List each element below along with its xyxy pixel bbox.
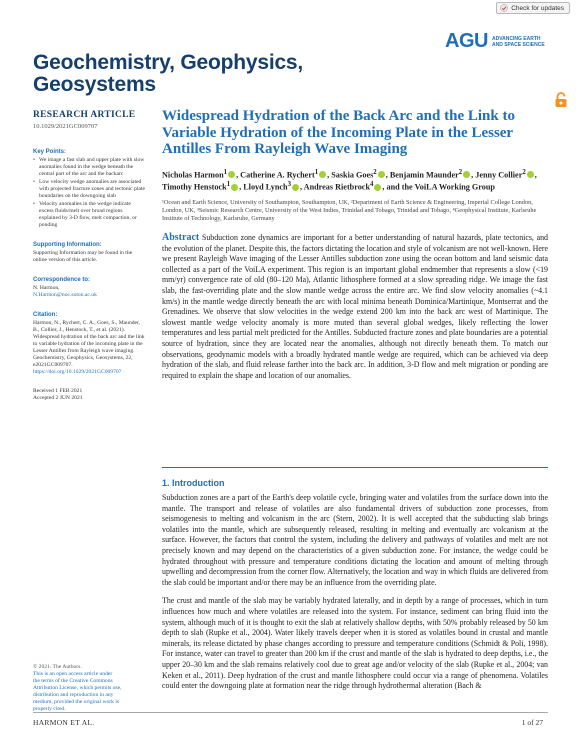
license-line[interactable]: medium, provided the original work is xyxy=(33,699,120,705)
agu-logo-mark: AGU xyxy=(445,30,488,52)
section-heading-introduction: 1. Introduction xyxy=(162,478,225,488)
license-line[interactable]: Attribution License, which permits use, xyxy=(33,685,122,691)
key-points-list xyxy=(33,157,145,229)
orcid-icon[interactable] xyxy=(463,171,470,178)
abstract-text: Subduction zone dynamics are important for a better understanding of natural hazards, plate tectonics, and the evolution of the planet. Despite this, the factors dictating the location and style of volcanism are not well-known. Here we present Rayleigh Wave imaging of the Lesser Antilles subduction zone using the ocean bottom and land seismic data collected as a part of the VoiLA experiment. This region is an important global endmember that represents a slow (<19 mm/yr) convergence rate of old (80–120 Ma), Atlantic lithosphere formed at a slow spreading ridge. We image the fast slab, the fast-overriding plate and the slow mantle wedge across the entire arc. We find slow velocity anomalies (~4.1 km/s) in the mantle wedge directly beneath the arc with local minima beneath Dominica/Martinique, Montserrat and the Grenadines. We observe that slow velocities in the wedge extend 200 km into the back arc west of Martinique. The slowest mantle wedge velocity anomaly is more muted than several global wedges, likely reflecting the lower temperatures and less partial melt predicted for the Antilles. Subducted fracture zones and plate boundaries are a potential source of hydration, since they are located near the anomalies, although not directly beneath them. To match our observations, geodynamic models with a broadly hydrated mantle wedge are required, which can be achieved via deep hydration of the slab, and fluid release farther into the back arc. In addition, 3-D flow and melt migration or ponding are required to explain the shape and location of our anomalies. xyxy=(162,232,548,380)
citation-doi-link[interactable]: https://doi.org/10.1029/2021GC009707 xyxy=(33,369,122,375)
agu-logo-tagline: ADVANCING EARTH AND SPACE SCIENCE xyxy=(492,35,545,48)
key-point: • Velocity anomalies in the wedge indicate excess fluids/melt over broad regions explained by 3-D flow, melt compaction, or ponding xyxy=(33,201,145,229)
article-doi[interactable]: 10.1029/2021GC009707 xyxy=(33,123,98,130)
footer-divider xyxy=(33,712,548,713)
correspondence-heading: Correspondence to: xyxy=(33,277,91,283)
author-affil: 1 xyxy=(314,168,319,176)
check-for-updates-button[interactable] xyxy=(496,2,570,14)
orcid-icon[interactable] xyxy=(231,184,238,191)
correspondence-name: N. Harmon, xyxy=(33,285,60,291)
paper-title: Widespread Hydration of the Back Arc and the Link to Variable Hydration of the Incoming Plate in the Lesser Antilles From Rayleigh Wave Imaging xyxy=(162,108,515,157)
author-name[interactable]: Lloyd Lynch xyxy=(243,182,288,192)
check-updates-label: Check for updates xyxy=(511,4,564,12)
author-name[interactable]: Jenny Collier xyxy=(475,170,523,180)
update-check-icon xyxy=(500,4,508,12)
license-line[interactable]: This is an open access article under xyxy=(33,671,113,677)
key-point: • Low velocity wedge anomalies are associated with projected fracture zones and tectonic plate boundaries on the downgoing slab xyxy=(33,179,145,200)
page-number: 1 of 27 xyxy=(521,718,543,727)
author-name[interactable]: Catherine A. Rychert xyxy=(240,170,315,180)
author-affil: 1 xyxy=(223,168,228,176)
author-affil: 2 xyxy=(458,168,463,176)
received-date: Received 1 FEB 2021 xyxy=(33,388,83,394)
introduction-paragraph: Subduction zones are a part of the Earth's deep volatile cycle, bringing water and volatiles from the surface down into the mantle. The transport and release of volatiles are also fundamental drivers of subduction zone processes, from seismogenesis to melting and volcanism in the arc (Stern, 2002). It is well accepted that the subducting slab brings volatiles into the mantle, which are subsequently released, resulting in melting and eventually arc volcanism at the surface. However, the factors that control the system, including the delivery and pathways of volatiles and melt are not precisely known and may depend on the characteristics of a given subduction zone. For instance, the wedge could be hydrated throughout with pressure and temperature conditions dictating the location and amount of melting through upwelling and decompression from the corner flow. Alternatively, the location and way in which fluids are delivered from the slab could be important and/or there may be an influence from the overriding plate. xyxy=(162,493,548,587)
key-point: • We image a fast slab and upper plate with slow anomalies found in the wedge beneath the central part of the arc and the backarc xyxy=(33,157,145,178)
author-name[interactable]: Benjamin Maunder xyxy=(389,170,459,180)
author-list-tail: and the VoiLA Working Group xyxy=(386,182,495,192)
introduction-body xyxy=(162,493,548,692)
orcid-icon[interactable] xyxy=(378,171,385,178)
accepted-date: Accepted 2 JUN 2021 xyxy=(33,395,83,401)
license-notice xyxy=(33,664,145,713)
journal-title-line2: Geosystems xyxy=(33,73,156,96)
license-line: © 2021. The Authors. xyxy=(33,664,82,670)
abstract xyxy=(162,233,548,381)
left-sidebar xyxy=(33,110,145,402)
citation-heading: Citation: xyxy=(33,312,58,318)
abstract-label: Abstract xyxy=(162,231,200,243)
orcid-icon[interactable] xyxy=(292,184,299,191)
license-line[interactable]: properly cited. xyxy=(33,706,66,712)
key-points-heading: Key Points: xyxy=(33,149,67,155)
author-affil: 2 xyxy=(373,168,377,176)
license-line[interactable]: distribution and reproduction in any xyxy=(33,692,114,698)
orcid-icon[interactable] xyxy=(374,184,381,191)
main-column xyxy=(162,108,548,381)
agu-logo[interactable] xyxy=(445,30,550,53)
article-type: RESEARCH ARTICLE xyxy=(33,110,136,120)
orcid-icon[interactable] xyxy=(527,171,534,178)
open-access-lock-icon xyxy=(554,92,568,108)
author-name[interactable]: Timothy Henstock xyxy=(162,182,227,192)
supporting-info-heading: Supporting Information: xyxy=(33,242,102,248)
section-divider xyxy=(162,467,548,468)
orcid-icon[interactable] xyxy=(319,171,326,178)
author-affil: 1 xyxy=(226,181,231,189)
author-name[interactable]: Saskia Goes xyxy=(331,170,374,180)
license-line[interactable]: the terms of the Creative Commons xyxy=(33,678,113,684)
running-author-footer: HARMON ET AL. xyxy=(33,718,95,727)
author-affil: 4 xyxy=(370,181,374,189)
journal-title-line1: Geochemistry, Geophysics, xyxy=(33,51,304,74)
author-list: Nicholas Harmon$^1$ , Catherine A. Rychert$^1$ , Saskia Goes$^2$ , Benjamin Maunder$^2$ , Jenny Collier$^2$ , Timothy Henstock$^1$ , Lloyd Lynch$^3$ , Andreas Rietbrock$^4$ , and the VoiLA Working Group xyxy=(162,168,537,192)
orcid-icon[interactable] xyxy=(228,171,235,178)
citation-text: Harmon, N., Rychert, C. A., Goes, S., Maunder, B., Collier, J., Henstock, T., et al. (2021). Widespread hydration of the back arc and the link to variable hydration of the incoming plate in the Lesser Antilles from Rayleigh wave imaging. Geochemistry, Geophysics, Geosystems, 22, e2021GC009707. xyxy=(33,320,145,368)
introduction-paragraph: The crust and mantle of the slab may be variably hydrated laterally, and in depth by a range of processes, which in turn influences how much and where volatiles are released into the system. For instance, sediment can bring fluid into the system, although much of it is thought to exit the slab at relatively shallow depths, with 50% probably released by 50 km depth to slab (Rupke et al., 2004). Water likely travels deeper when it is stored as volatiles bound in crustal and mantle minerals, its release dictated by phase changes according to pressure and temperature conditions (Schmidt & Poli, 1998). For instance, water can travel to greater than 200 km if the crust and mantle of the slab is hydrated to deep depths, i.e., the upper 20–30 km and the slab remains relatively cool due to great age and/or velocity of the slab (Rupke et al., 2004; van Keken et al., 2011). Deep hydration of the crust and mantle lithosphere could occur via a range of phenomena. Volatiles could enter the downgoing plate at formation near the ridge through hydrothermal alteration (Bach & xyxy=(162,596,548,691)
correspondence-email-link[interactable]: N.Harmon@noc.soton.ac.uk xyxy=(33,292,97,298)
affiliations: ¹Ocean and Earth Science, University of Southampton, Southampton, UK, ²Department of Earth Science & Engineering, Imperial College London, London, UK, ³Seismic Research Centre, University of the West Indies, Trinidad and Tobago, Trinidad and Tobago, ⁴Geophysical Institute, Karlsruhe Institute of Technology, Karlsruhe, Germany xyxy=(162,198,537,222)
journal-title xyxy=(33,52,363,96)
author-name[interactable]: Andreas Rietbrock xyxy=(303,182,370,192)
author-name[interactable]: Nicholas Harmon xyxy=(162,170,224,180)
author-affil: 2 xyxy=(522,168,526,176)
author-affil: 3 xyxy=(287,181,291,189)
supporting-info-text: Supporting Information may be found in the online version of this article. xyxy=(33,250,133,263)
